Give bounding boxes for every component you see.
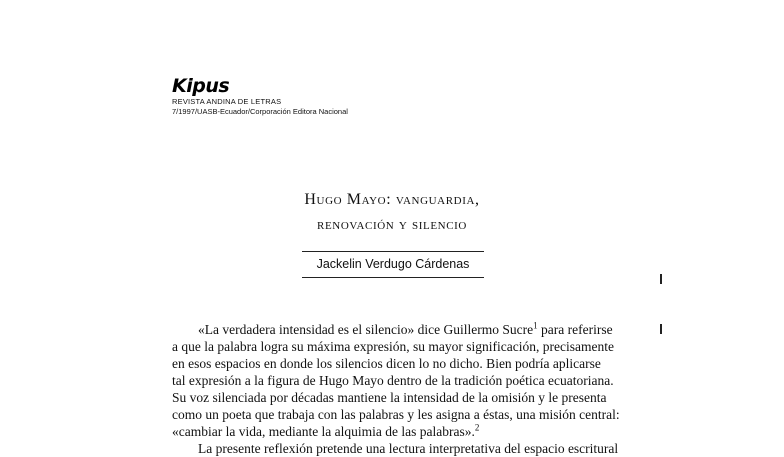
body-line: tal expresión a la figura de Hugo Mayo dentro de la tradición poética ecuatoriana.	[172, 373, 614, 388]
footnote-ref: 2	[474, 422, 480, 433]
body-line-cut: La presente reflexión pretende una lectura interpretativa del espacio escritural	[198, 441, 619, 456]
body-line: como un poeta que trabaja con las palabras y les asigna a éstas, una misión central:	[172, 407, 620, 422]
body-line	[172, 423, 612, 440]
author-rule-bottom	[302, 277, 484, 278]
margin-mark	[660, 324, 662, 334]
article-title-line1: Hugo Mayo: vanguardia,	[304, 191, 480, 208]
body-line	[172, 321, 612, 338]
body-paragraph	[172, 320, 620, 456]
body-line: en esos espacios en donde los silencios dicen lo no dicho. Bien podría aplicarse	[172, 356, 601, 371]
author-rule-top	[302, 251, 484, 252]
body-line: Su voz silenciada por décadas mantiene la intensidad de la omisión y le presenta	[172, 390, 607, 405]
body-text-segment: «cambiar la vida, mediante la alquimia de las palabras».	[172, 424, 475, 439]
journal-subtitle: REVISTA ANDINA DE LETRAS	[172, 97, 282, 106]
margin-mark	[660, 274, 662, 284]
journal-imprint: 7/1997/UASB-Ecuador/Corporación Editora Nacional	[172, 107, 348, 116]
body-text-segment: «La verdadera intensidad es el silencio» dice Guillermo Sucre	[198, 322, 534, 337]
journal-logo: Kipus	[172, 75, 230, 97]
footnote-ref: 1	[533, 320, 538, 331]
article-author: Jackelin Verdugo Cárdenas	[316, 257, 470, 271]
body-text-segment: para referirse	[537, 322, 613, 337]
body-line: a que la palabra logra su máxima expresión, su mayor significación, precisamente	[172, 339, 614, 354]
article-title-line2: renovación y silencio	[317, 216, 467, 233]
